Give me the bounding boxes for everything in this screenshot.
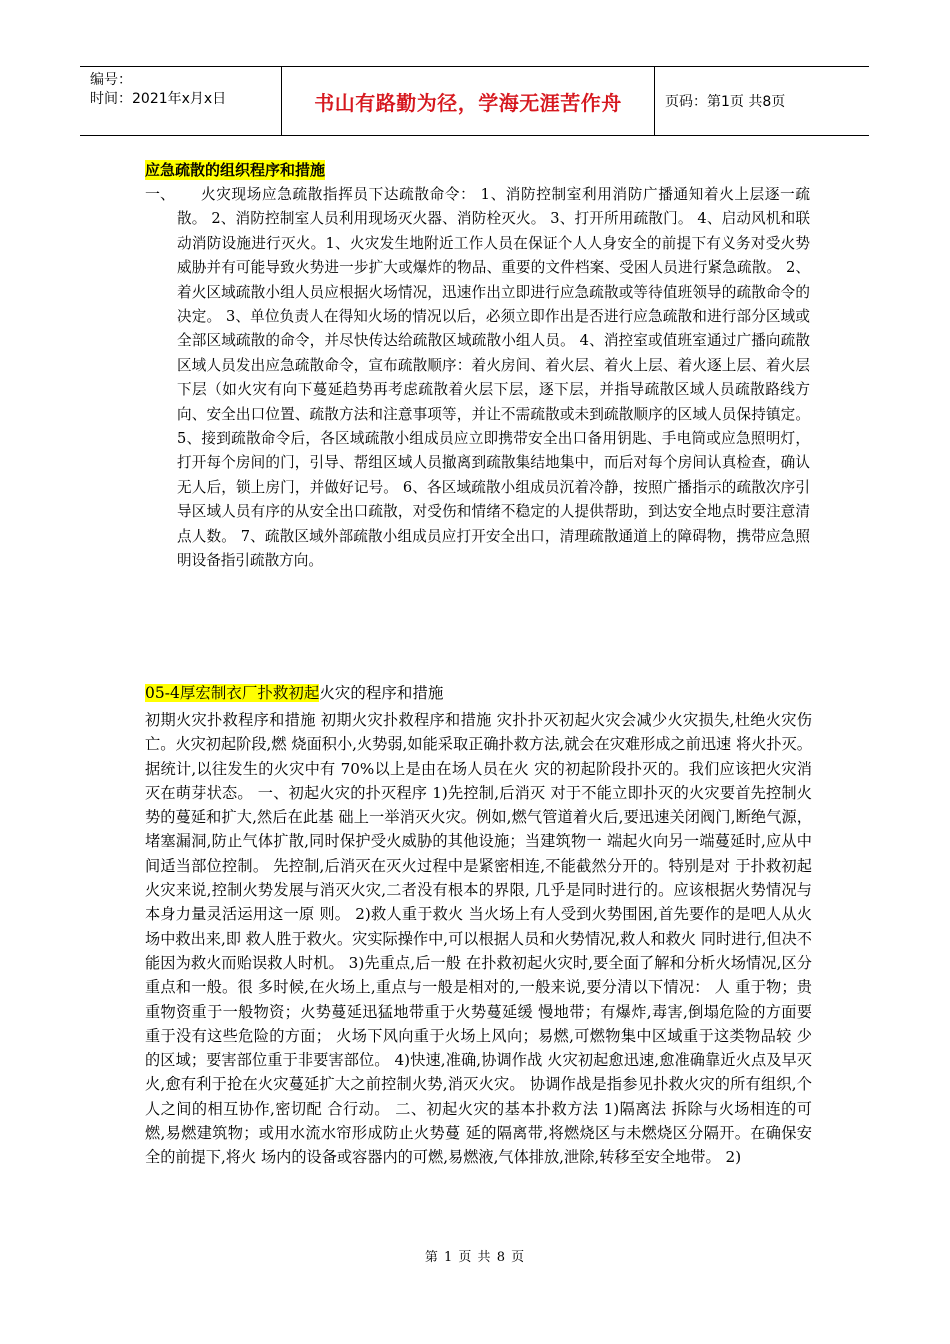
code-label: 编号： <box>90 72 132 88</box>
header-page-label: 页码：第1页 共8页 <box>665 94 786 110</box>
header-info-cell <box>80 67 282 135</box>
header-motto: 书山有路勤为径，学海无涯苦作舟 <box>282 67 655 135</box>
page-footer: 第 1 页 共 8 页 <box>424 1250 526 1265</box>
section2-body: 初期火灾扑救程序和措施 初期火灾扑救程序和措施 灾扑扑灭初起火灾会减少火灾损失,杜绝火灾伤亡。火灾初起阶段,燃 烧面积小,火势弱,如能采取正确扑救方法,就会在灾难形成之前迅速 将火扑灭。据统计,以往发生的火灾中有 70%以上是由在场人员在火 灾的初起阶段扑灭的。我们应该把火灾消灭在萌芽状态。 一、初起火灾的扑灭程序 1)先控制,后消灭 对于不能立即扑灭的火灾要首先控制火势的蔓延和扩大,然后在此基 础上一举消灭火灾。例如,燃气管道着火后,要迅速关闭阀门,断绝气源，堵塞漏洞,防止气体扩散,同时保护受火威胁的其他设施；当建筑物一 端起火向另一端蔓延时,应从中间适当部位控制。 先控制,后消灭在灭火过程中是紧密相连,不能截然分开的。特别是对 于扑救初起火灾来说,控制火势发展与消灭火灾,二者没有根本的界限, 几乎是同时进行的。应该根据火势情况与本身力量灵活运用这一原 则。 2)救人重于救火 当火场上有人受到火势围困,首先要作的是吧人从火场中救出来,即 救人胜于救火。灾实际操作中,可以根据人员和火势情况,救人和救火 同时进行,但决不能因为救火而贻误救人时机。 3)先重点,后一般 在扑救初起火灾时,要全面了解和分析火场情况,区分重点和一般。很 多时候,在火场上,重点与一般是相对的,一般来说,要分清以下情况： 人 重于物；贵重物资重于一般物资；火势蔓延迅猛地带重于火势蔓延缓 慢地带；有爆炸,毒害,倒塌危险的方面要重于没有这些危险的方面； 火场下风向重于火场上风向；易燃,可燃物集中区域重于这类物品较 少的区域；要害部位重于非要害部位。 4)快速,准确,协调作战 火灾初起愈迅速,愈准确靠近火点及早灭火,愈有利于抢在火灾蔓延扩大之前控制火势,消灭火灾。 协调作战是指参见扑救火灾的所有组织,个人之间的相互协作,密切配 合行动。 二、初起火灾的基本扑救方法 1)隔离法 拆除与火场相连的可燃,易燃建筑物；或用水流水帘形成防止火势蔓 延的隔离带,将燃烧区与未燃烧区分隔开。在确保安全的前提下,将火 场内的设备或容器内的可燃,易燃液,气体排放,泄除,转移至安全地带。 2) <box>145 711 812 1167</box>
header-table <box>80 66 869 136</box>
section1-body: 火灾现场应急疏散指挥员下达疏散命令： 1、消防控制室利用消防广播通知着火上层逐一疏散。 2、消防控制室人员利用现场灭火器、消防栓灭火。 3、打开所用疏散门。 4、启动风机和联动消防设施进行灭火。1、火灾发生地附近工作人员在保证个人人身安全的前提下有义务对受火势威胁并有可能导致火势进一步扩大或爆炸的物品、重要的文件档案、受困人员进行紧急疏散。 2、着火区域疏散小组人员应根据火场情况，迅速作出立即进行应急疏散或等待值班领导的疏散命令的决定。 3、单位负责人在得知火场的情况以后，必须立即作出是否进行应急疏散和进行部分区域或全部区域疏散的命令，并尽快传达给疏散区域疏散小组人员。 4、消控室或值班室通过广播向疏散区域人员发出应急疏散命令，宣布疏散顺序：着火房间、着火层、着火上层、着火逐上层、着火层下层（如火灾有向下蔓延趋势再考虑疏散着火层下层，逐下层，并指导疏散区域人员疏散路线方向、安全出口位置、疏散方法和注意事项等，并让不需疏散或未到疏散顺序的区域人员保持镇定。 5、接到疏散命令后，各区域疏散小组成员应立即携带安全出口备用钥匙、手电筒或应急照明灯，打开每个房间的门，引导、帮组区域人员撤离到疏散集结地集中，而后对每个房间认真检查，确认无人后，锁上房门，并做好记号。 6、各区域疏散小组成员沉着冷静，按照广播指示的疏散次序引导区域人员有序的从安全出口疏散，对受伤和情绪不稳定的人提供帮助，到达安全地点时要注意清点人数。 7、疏散区域外部疏散小组成员应打开安全出口，清理疏散通道上的障碍物，携带应急照明设备指引疏散方向。 <box>177 186 810 570</box>
section1-number: 一、 <box>145 185 176 203</box>
section2-title-highlight: 05-4厚宏制衣厂扑救初起 <box>145 684 320 702</box>
section2-title-rest: 火灾的程序和措施 <box>319 684 444 702</box>
date-label: 时间：2021年x月x日 <box>90 91 227 107</box>
section2-title <box>145 681 443 705</box>
section1-title: 应急疏散的组织程序和措施 <box>145 161 326 179</box>
